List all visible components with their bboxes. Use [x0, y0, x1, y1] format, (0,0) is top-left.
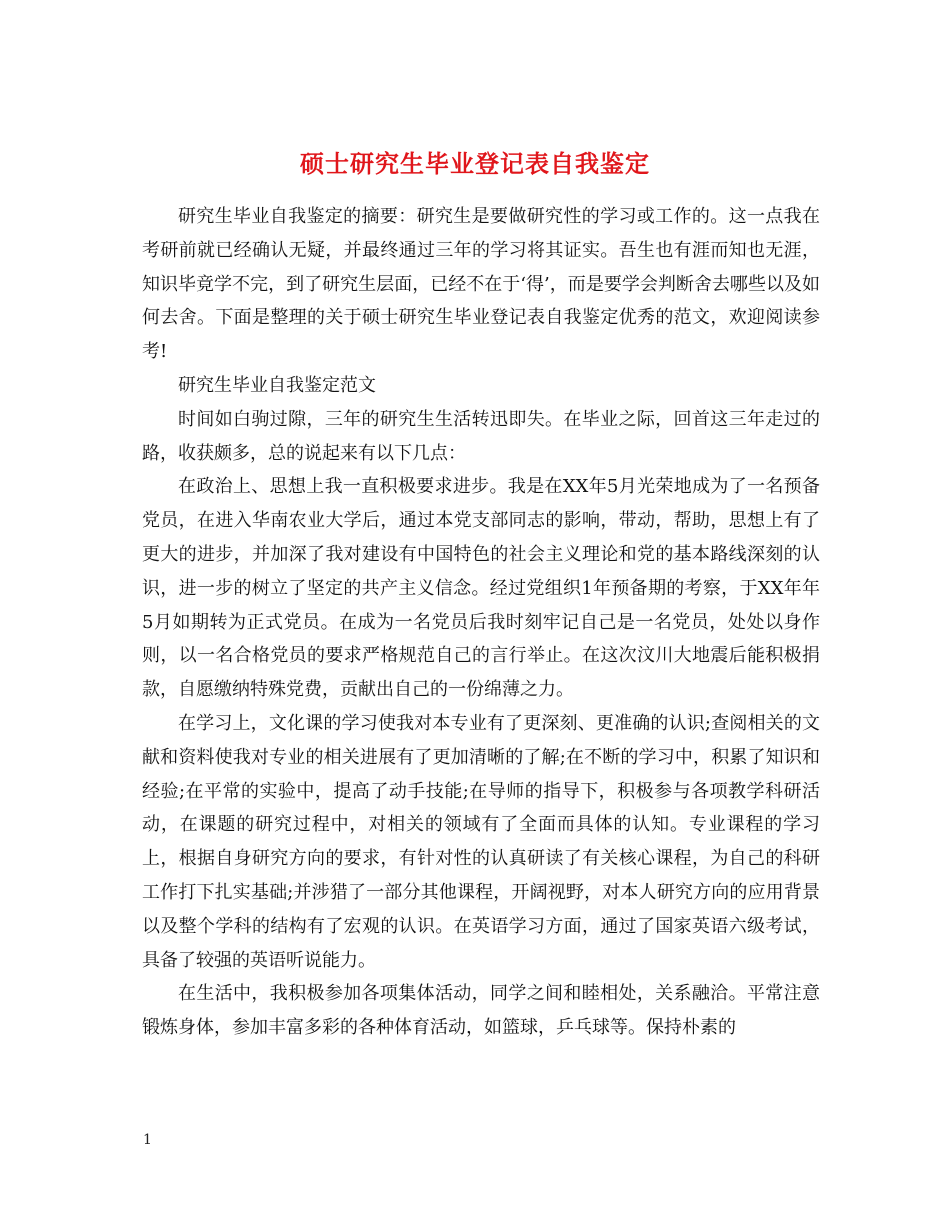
- paragraph-study: 在学习上，文化课的学习使我对本专业有了更深刻、更准确的认识;查阅相关的文献和资料使我对专业的相关进展有了更加清晰的了解;在不断的学习中，积累了知识和经验;在平常的实验中，提高了动手技能;在导师的指导下，积极参与各项教学科研活动，在课题的研究过程中，对相关的领域有了全面而具体的认知。专业课程的学习上，根据自身研究方向的要求，有针对性的认真研读了有关核心课程，为自己的科研工作打下扎实基础;并涉猎了一部分其他课程，开阔视野，对本人研究方向的应用背景以及整个学科的结构有了宏观的认识。在英语学习方面，通过了国家英语六级考试，具备了较强的英语听说能力。: [142, 712, 820, 971]
- paragraph-subheading: 研究生毕业自我鉴定范文: [178, 374, 376, 396]
- document-title: 硕士研究生毕业登记表自我鉴定: [300, 149, 650, 179]
- paragraph-life: 在生活中，我积极参加各项集体活动，同学之间和睦相处，关系融洽。平常注意锻炼身体，参加丰富多彩的各种体育活动，如篮球，乒乓球等。保持朴素的: [142, 983, 820, 1039]
- document-body: [142, 200, 820, 1045]
- paragraph-politics: 在政治上、思想上我一直积极要求进步。我是在XX年5月光荣地成为了一名预备党员，在进入华南农业大学后，通过本党支部同志的影响，带动，帮助，思想上有了更大的进步，并加深了我对建设有中国特色的社会主义理论和党的基本路线深刻的认识，进一步的树立了坚定的共产主义信念。经过党组织1年预备期的考察，于XX年年5月如期转为正式党员。在成为一名党员后我时刻牢记自己是一名党员，处处以身作则，以一名合格党员的要求严格规范自己的言行举止。在这次汶川大地震后能积极捐款，自愿缴纳特殊党费，贡献出自己的一份绵薄之力。: [142, 476, 820, 701]
- page-number: 1: [143, 1132, 152, 1148]
- paragraph-intro: 时间如白驹过隙，三年的研究生生活转迅即失。在毕业之际，回首这三年走过的路，收获颇多，总的说起来有以下几点：: [142, 408, 820, 464]
- paragraph-summary: 研究生毕业自我鉴定的摘要：研究生是要做研究性的学习或工作的。这一点我在考研前就已经确认无疑，并最终通过三年的学习将其证实。吾生也有涯而知也无涯，知识毕竟学不完，到了研究生层面，已经不在于‘得’，而是要学会判断舍去哪些以及如何去舍。下面是整理的关于硕士研究生毕业登记表自我鉴定优秀的范文，欢迎阅读参考!: [142, 206, 820, 363]
